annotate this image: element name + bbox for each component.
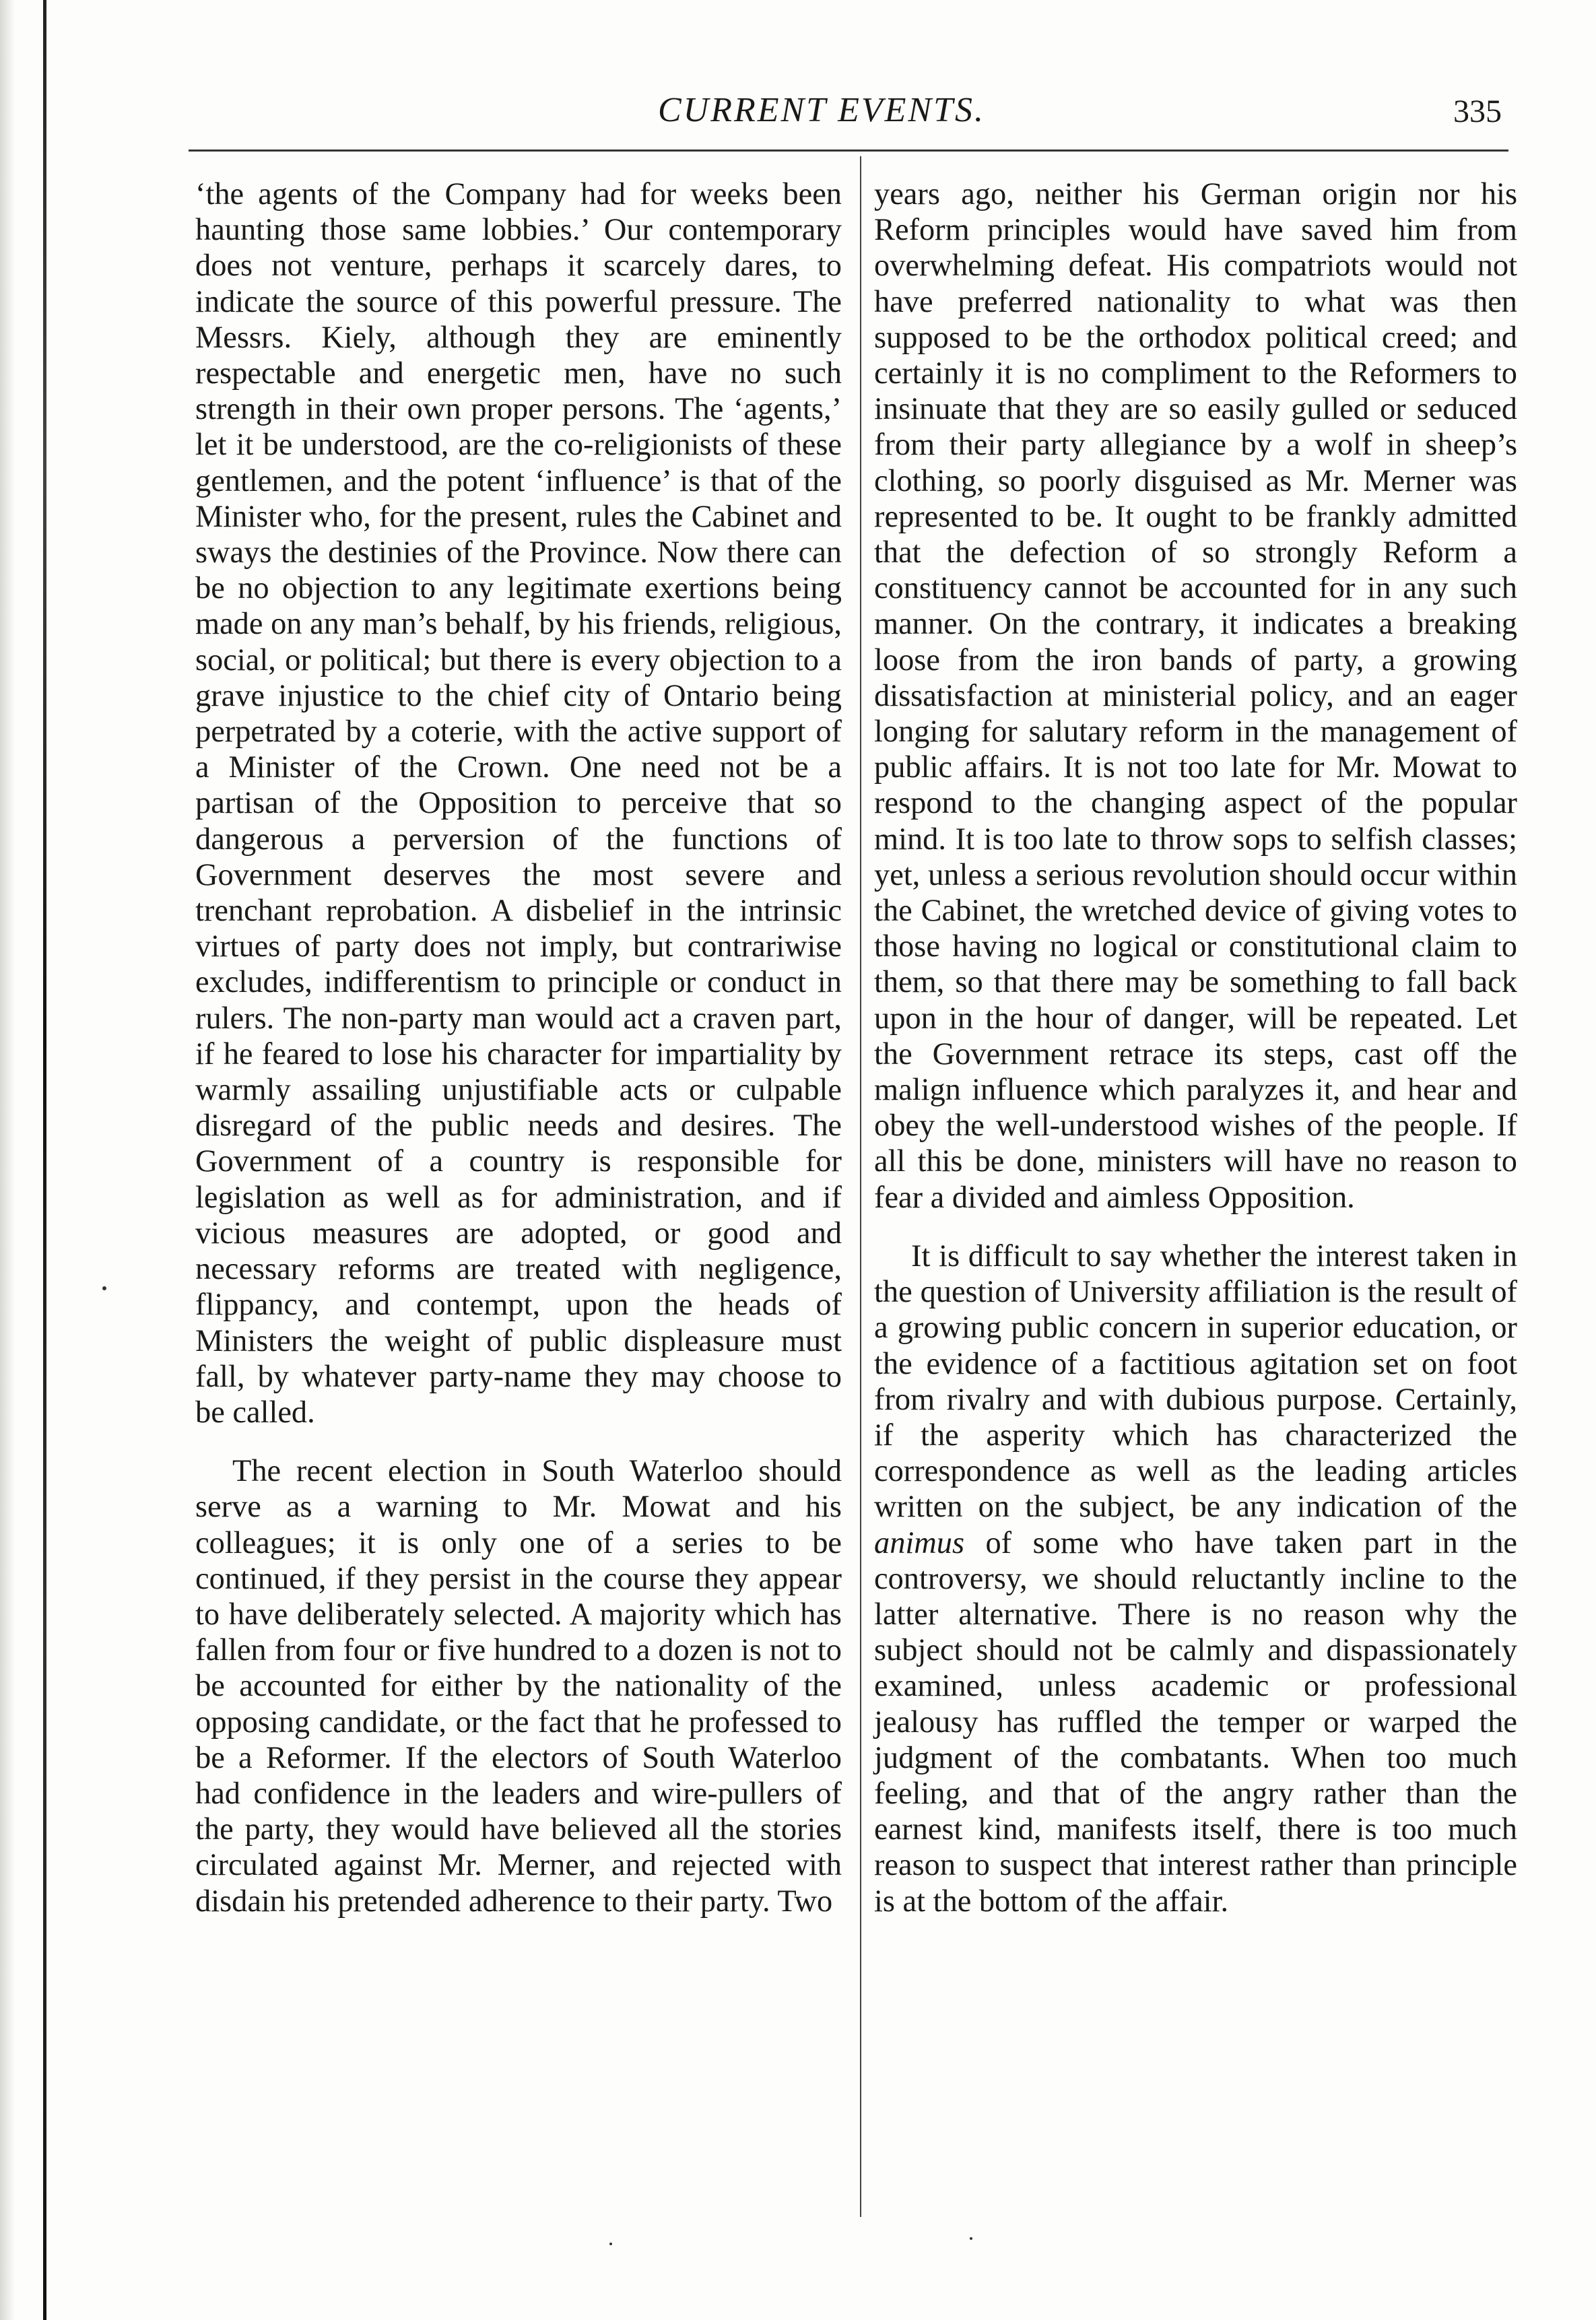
binding-shadow <box>0 0 15 2320</box>
page-number: 335 <box>1453 94 1502 129</box>
scan-speck <box>102 1286 106 1290</box>
left-paragraph-1: ‘the agents of the Company had for weeks been haunting those same lobbies.’ Our contemporary does not venture, perhaps it scarcely dares, to indicate the source of this powerful pressure. The Messrs. Kiely, although they are eminently respectable and energetic men, have no such strength in their own proper persons. The ‘agents,’ let it be understood, are the co-religionists of these gentlemen, and the potent ‘influence’ is that of the Minister who, for the present, rules the Cabinet and sways the destinies of the Province. Now there can be no objection to any legitimate exertions being made on any man’s behalf, by his friends, religious, social, or political; but there is every objection to a grave injustice to the chief city of Ontario being perpetrated by a coterie, with the active support of a Minister of the Crown. One need not be a partisan of the Opposition to perceive that so dangerous a perversion of the functions of Government deserves the most severe and trenchant reprobation. A disbelief in the intrinsic virtues of party does not imply, but contrariwise excludes, indifferentism to principle or conduct in rulers. The non-party man would act a craven part, if he feared to lose his character for impartiality by warmly assailing unjustifiable acts or culpable disregard of the public needs and desires. The Government of a country is responsible for legislation as well as for administration, and if vicious measures are adopted, or good and necessary reforms are treated with negligence, flippancy, and contempt, upon the heads of Ministers the weight of public displeasure must fall, by whatever party-name they may choose to be called. <box>195 177 842 1430</box>
right-paragraph-2 <box>874 1238 1517 1919</box>
header-rule <box>189 150 1508 152</box>
right-paragraph-2-italic: animus <box>874 1525 965 1560</box>
column-divider <box>860 156 861 2217</box>
scan-speck <box>970 2237 972 2240</box>
binding-edge <box>43 0 46 2320</box>
right-column <box>874 176 1517 1919</box>
right-paragraph-2-text-b: of some who have taken part in the controversy, we should reluctantly incline to the latter alternative. There is no reason why the subject should not be calmly and dispassionately examined, unless academic or professional jealousy has ruffled the temper or warped the judgment of the combatants. When too much feeling, and that of the angry rather than the earnest kind, manifests itself, there is too much reason to suspect that interest rather than principle is at the bottom of the affair. <box>874 1525 1517 1919</box>
right-paragraph-1: years ago, neither his German origin nor his Reform principles would have saved him from overwhelming defeat. His compatriots would not have preferred nationality to what was then supposed to be the orthodox political creed; and certainly it is no compliment to the Reformers to insinuate that they are so easily gulled or seduced from their party allegiance by a wolf in sheep’s clothing, so poorly disguised as Mr. Merner was represented to be. It ought to be frankly admitted that the defection of so strongly Reform a constituency cannot be accounted for in any such manner. On the contrary, it indicates a breaking loose from the iron bands of party, a growing dissatisfaction at ministerial policy, and an eager longing for salutary reform in the management of public affairs. It is not too late for Mr. Mowat to respond to the changing aspect of the popular mind. It is too late to throw sops to selfish classes; yet, unless a serious revolution should occur within the Cabinet, the wretched device of giving votes to those having no logical or constitutional claim to them, so that there may be something to fall back upon in the hour of danger, will be repeated. Let the Government retrace its steps, cast off the malign influence which paralyzes it, and hear and obey the well-understood wishes of the people. If all this be done, ministers will have no reason to fear a divided and aimless Opposition. <box>874 177 1517 1215</box>
running-title: CURRENT EVENTS. <box>657 91 986 129</box>
left-paragraph-2: The recent election in South Waterloo should serve as a warning to Mr. Mowat and his colleagues; it is only one of a series to be continued, if they persist in the course they appear to have deliberately selected. A majority which has fallen from four or five hundred to a dozen is not to be accounted for either by the nationality of the opposing candidate, or the fact that he professed to be a Reformer. If the electors of South Waterloo had confidence in the leaders and wire-pullers of the party, they would have believed all the stories circulated against Mr. Merner, and rejected with disdain his pretended adherence to their party. Two <box>195 1454 842 1919</box>
right-paragraph-2-text-a: It is difficult to say whether the interest taken in the question of University affiliation is the result of a growing public concern in superior education, or the evidence of a factitious agitation set on foot from rivalry and with dubious purpose. Certainly, if the asperity which has characterized the correspondence as well as the leading articles written on the subject, be any indication of the <box>874 1238 1517 1525</box>
scan-speck <box>609 2243 612 2245</box>
running-head <box>135 86 1508 140</box>
left-column <box>195 176 842 1919</box>
